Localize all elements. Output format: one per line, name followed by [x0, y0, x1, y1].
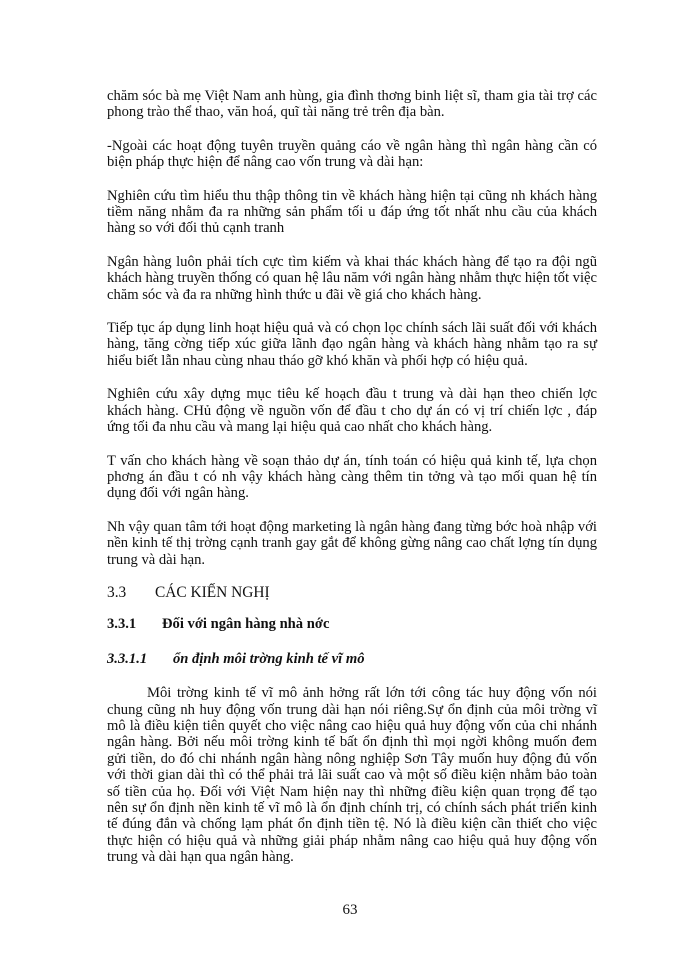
page-content	[107, 88, 597, 866]
subsubsection-title: ổn định môi trờng kinh tế vĩ mô	[173, 650, 365, 667]
subsection-number: 3.3.1	[107, 616, 137, 633]
section-heading	[107, 585, 597, 601]
body-paragraph: Môi trờng kinh tế vĩ mô ảnh hởng rất lớn tới công tác huy động vốn nói chung cũng nh huy động vốn trung dài hạn nói riêng.Sự ổn định của môi trờng vĩ mô là điều kiện tiên quyết cho việc nâng cao hiệu quả huy động vốn của chi nhánh ngân hàng. Bởi nếu môi trờng kinh tế bất ổn định thì mọi ngời không muốn đem gửi tiền, do đó chi nhánh ngân hàng nông nghiệp Sơn Tây muốn huy động đủ vốn với thời gian dài thì có thể phải trả lãi suất cao và một số điều kiện nhằm bảo toàn số tiền của họ. Đối với Việt Nam hiện nay thì những điều kiện quan trọng để tạo nên sự ổn định nền kinh tế vĩ mô là ổn định chính trị, có chính sách phát triển kinh tế đúng đắn và chống lạm phát ổn định tiền tệ. Nó là điều kiện cần thiết cho việc thực hiện có hiệu quả và những giải pháp nhằm nâng cao hiệu quả huy động vốn trung và dài hạn qua ngân hàng.	[107, 685, 597, 866]
paragraph-6: Nghiên cứu xây dựng mục tiêu kế hoạch đầu t trung và dài hạn theo chiến lợc khách hàng. CHủ động về nguồn vốn để đầu t cho dự án có vị trí chiến lợc , đáp ứng tối đa nhu cầu và mang lại hiệu quả cao nhất cho khách hàng.	[107, 386, 597, 436]
paragraph-2: -Ngoài các hoạt động tuyên truyền quảng cáo về ngân hàng thì ngân hàng cần có biện pháp thực hiện để nâng cao vốn trung và dài hạn:	[107, 137, 597, 171]
subsection-title: Đối với ngân hàng nhà nớc	[162, 616, 330, 633]
page-number: 63	[342, 902, 358, 918]
paragraph-8: Nh vậy quan tâm tới hoạt động marketing là ngân hàng đang từng bớc hoà nhập với nền kinh tế thị trờng cạnh tranh gay gắt để không gừng nâng cao chất lợng tín dụng trung và dài hạn.	[107, 518, 597, 568]
paragraph-7: T vấn cho khách hàng về soạn thảo dự án, tính toán có hiệu quả kinh tế, lựa chọn phơng án đầu t có nh vậy khách hàng càng thêm tin tởng và tạo mối quan hệ tín dụng đối với ngân hàng.	[107, 452, 597, 502]
subsubsection-heading	[107, 651, 597, 667]
paragraph-4: Ngân hàng luôn phải tích cực tìm kiếm và khai thác khách hàng để tạo ra đội ngũ khách hàng truyền thống có quan hệ lâu năm với ngân hàng nhằm thực hiện tốt việc chăm sóc và đa ra những hình thức u đãi về giá cho khách hàng.	[107, 253, 597, 303]
section-title: CÁC KIẾN NGHỊ	[155, 583, 270, 601]
subsubsection-number: 3.3.1.1	[107, 650, 148, 667]
subsection-heading	[107, 616, 597, 632]
paragraph-3: Nghiên cứu tìm hiểu thu thập thông tin về khách hàng hiện tại cũng nh khách hàng tiềm năng nhằm đa ra những sản phẩm tối u đáp ứng tốt nhất nhu cầu của khách hàng so với đối thủ cạnh tranh	[107, 187, 597, 237]
section-number: 3.3	[107, 583, 127, 601]
paragraph-1: chăm sóc bà mẹ Việt Nam anh hùng, gia đình thơng binh liệt sĩ, tham gia tài trợ các phong trào thể thao, văn hoá, quĩ tài năng trẻ trên địa bàn.	[107, 88, 597, 121]
paragraph-5: Tiếp tục áp dụng linh hoạt hiệu quả và có chọn lọc chính sách lãi suất đối với khách hàng, tăng cờng tiếp xúc giữa lãnh đạo ngân hàng và khách hàng nhằm tạo ra sự hiểu biết lẫn nhau cùng nhau tháo gỡ khó khăn và phối hợp có hiệu quả.	[107, 320, 597, 369]
